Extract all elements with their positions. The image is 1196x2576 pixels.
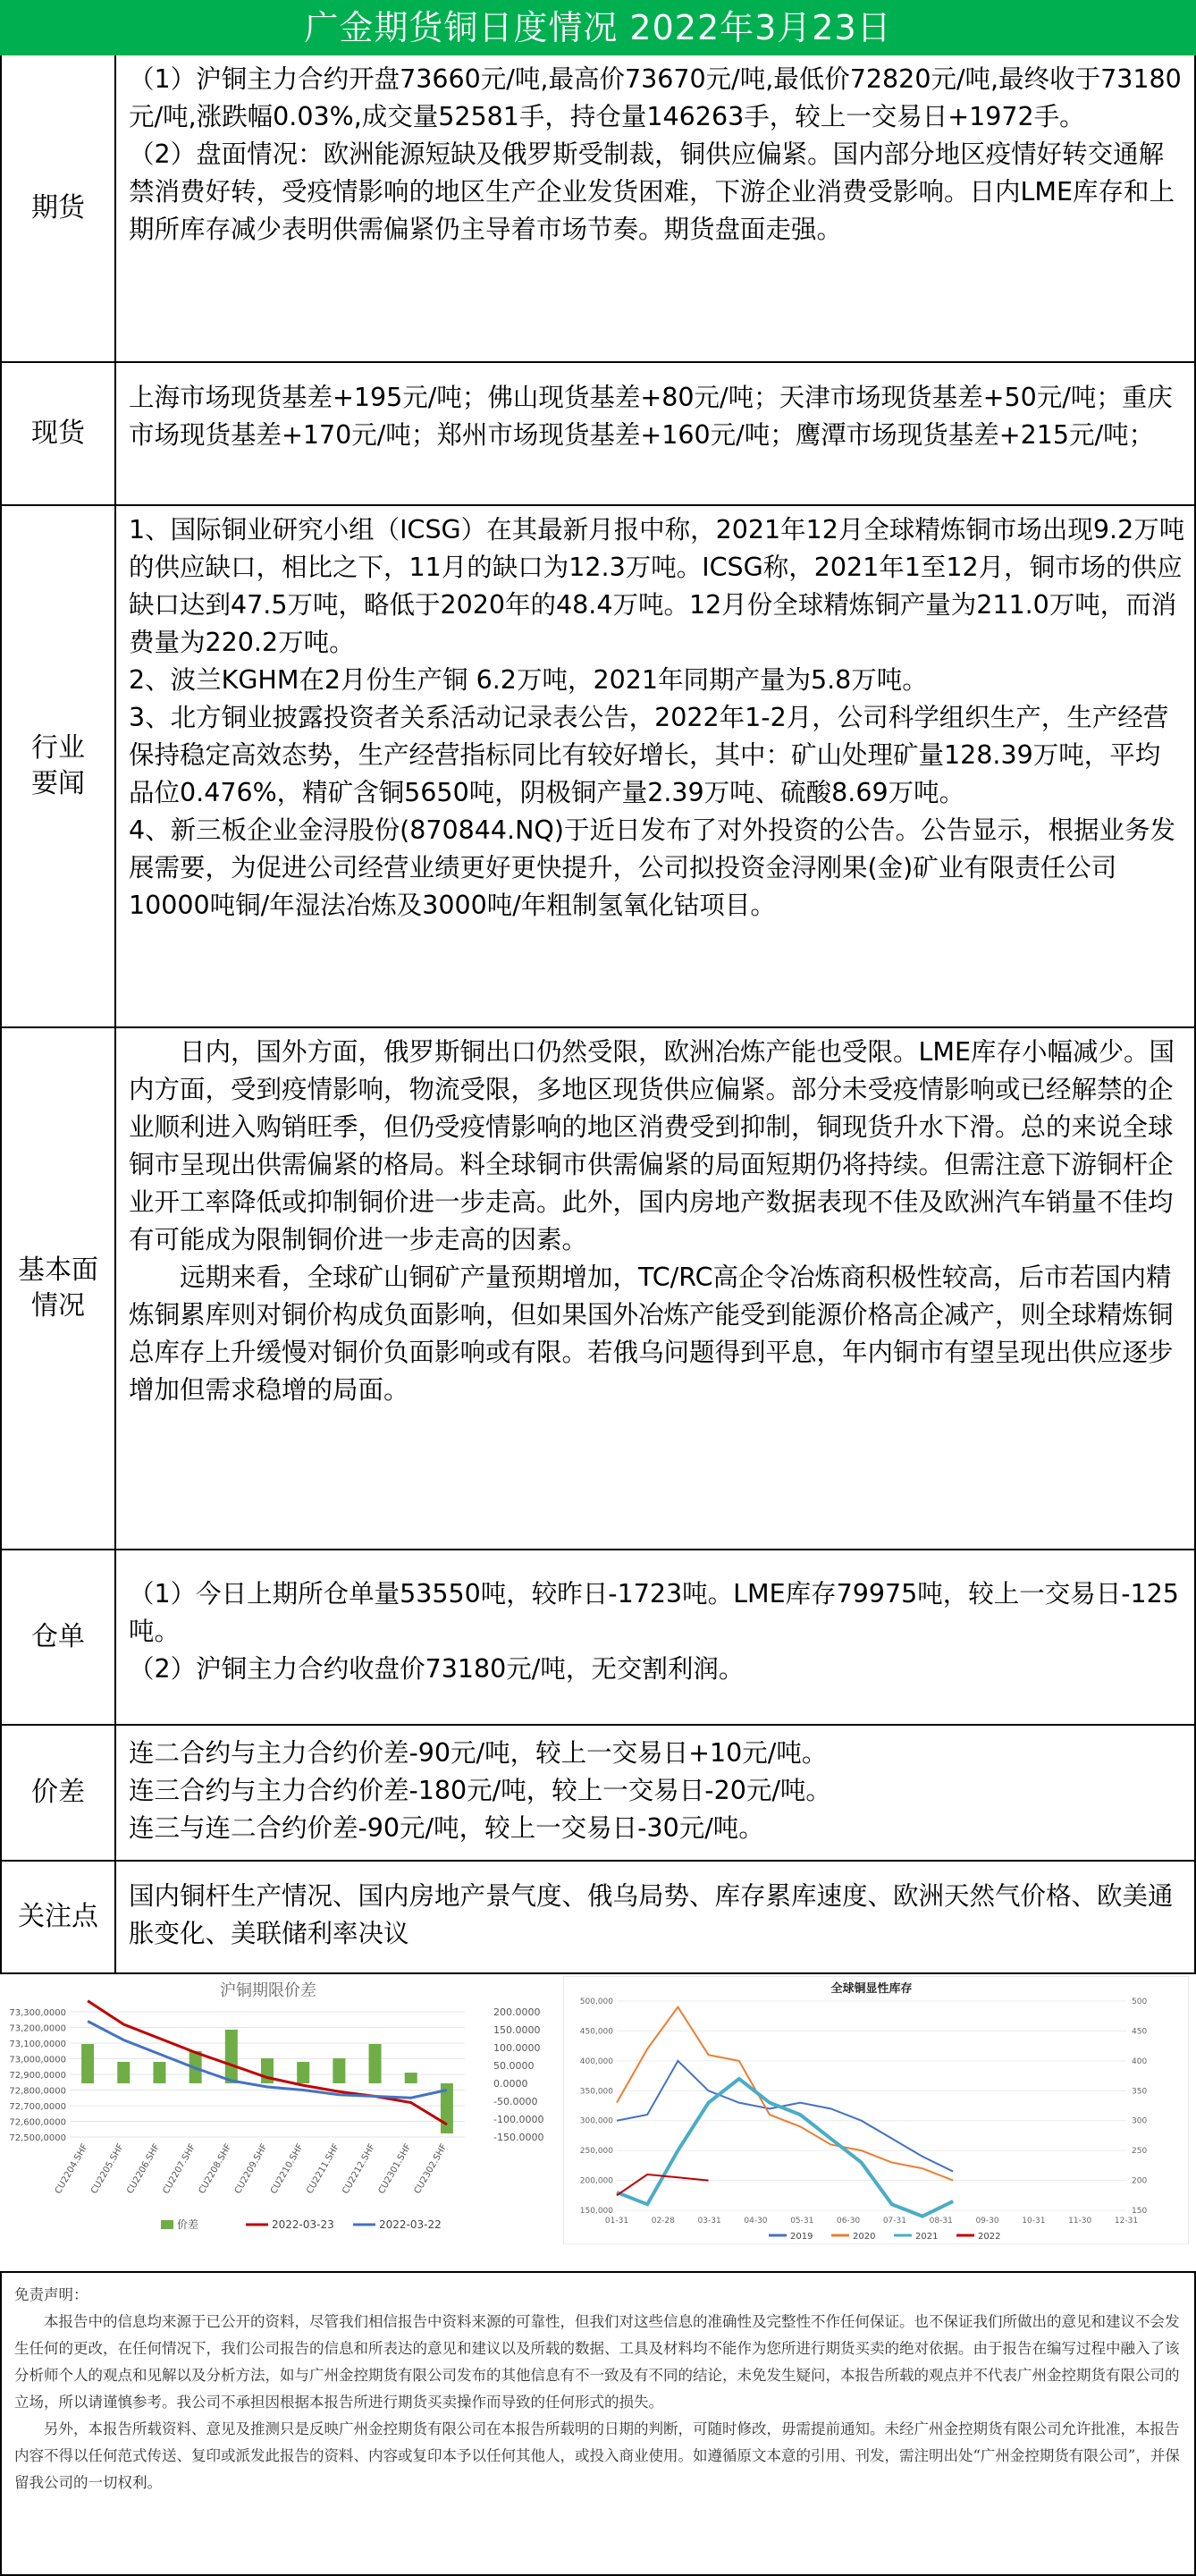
bar [405, 2073, 417, 2083]
term-spread-chart [0, 1976, 554, 2244]
x-tick-label: 02-28 [651, 2217, 675, 2225]
x-tick-label: 05-31 [790, 2217, 814, 2225]
y-right-tick-label: -150.0000 [493, 2132, 544, 2143]
warehouse-delivery: （2）沪铜主力合约收盘价73180元/吨，无交割利润。 [129, 1654, 745, 1684]
x-tick-label: 11-30 [1068, 2217, 1092, 2225]
y-left-tick-label: 73,200,0000 [9, 2023, 66, 2034]
row-label: 关注点 [2, 1862, 116, 1972]
legend-label: 价差 [177, 2218, 199, 2231]
bar [369, 2044, 382, 2083]
x-tick-label: 04-30 [744, 2217, 768, 2225]
news-item: 2、波兰KGHM在2月份生产铜 6.2万吨，2021年同期产量为5.8万吨。 [129, 665, 928, 695]
row-focus [2, 1862, 1196, 1974]
x-tick-label: 06-30 [837, 2217, 861, 2225]
y-left-tick-label: 500,000 [579, 1997, 613, 2006]
news-item: 1、国际铜业研究小组（ICSG）在其最新月报中称，2021年12月全球精炼铜市场出现9.2万吨的供应缺口，相比之下，11月的缺口为12.3万吨。ICSG称，2021年1至12月，铜市场的供应缺口达到47.5万吨，略低于2020年的48.4万吨。12月份全球精炼铜产量为211.0万吨，而消费量为220.2万吨。 [129, 515, 1185, 657]
row-spread [2, 1726, 1196, 1862]
x-tick-label: 07-31 [882, 2217, 906, 2225]
x-tick-label: CU2212.SHF [341, 2142, 378, 2196]
y-left-tick-label: 250,000 [579, 2147, 613, 2157]
row-content [116, 1028, 1196, 1549]
row-warehouse [2, 1550, 1196, 1726]
row-futures [2, 55, 1196, 363]
disclaimer-title: 免责声明： [14, 2286, 88, 2303]
y-left-tick-label: 72,900,0000 [9, 2071, 66, 2081]
y-right-tick-label: 400 [1132, 2057, 1148, 2066]
report-table [0, 55, 1196, 1974]
y-right-tick-label: 200.0000 [493, 2006, 541, 2018]
spread-line: 连三合约与主力合约价差-180元/吨，较上一交易日-20元/吨。 [129, 1776, 831, 1805]
fundamentals-near-term: 日内，国外方面，俄罗斯铜出口仍然受限，欧洲冶炼产能也受限。LME库存小幅减少。国内方面，受到疫情影响，物流受限，多地区现货供应偏紧。部分未受疫情影响或已经解禁的企业顺利进入购销旺季，但仍受疫情影响的地区消费受到抑制，铜现货升水下滑。总的来说全球铜市呈现出供需偏紧的格局。料全球铜市供需偏紧的局面短期仍将持续。但需注意下游铜杆企业开工率降低或抑制铜价进一步走高。此外，国内房地产数据表现不佳及欧洲汽车销量不佳均有可能成为限制铜价进一步走高的因素。 [129, 1037, 1175, 1254]
spot-basis: 上海市场现货基差+195元/吨；佛山现货基差+80元/吨；天津市场现货基差+50元/吨；重庆市场现货基差+170元/吨；郑州市场现货基差+160元/吨；鹰潭市场现货基差+215元/吨； [129, 383, 1173, 450]
disclaimer [0, 2271, 1196, 2576]
x-tick-label: CU2208.SHF [197, 2142, 234, 2196]
row-label: 仓单 [2, 1550, 116, 1724]
fundamentals-long-term: 远期来看，全球矿山铜矿产量预期增加，TC/RC高企令冶炼商积极性较高，后市若国内精炼铜累库则对铜价构成负面影响，但如果国外冶炼产能受到能源价格高企减产，则全球精炼铜总库存上升缓慢对铜价负面影响或有限。若俄乌问题得到平息，年内铜市有望呈现出供应逐步增加但需求稳增的局面。 [129, 1263, 1174, 1405]
page-title: 广金期货铜日度情况 2022年3月23日 [0, 0, 1196, 55]
x-tick-label: CU2205.SHF [89, 2142, 126, 2196]
chart-title: 沪铜期限价差 [220, 1981, 316, 2000]
y-right-tick-label: -50.0000 [493, 2096, 538, 2107]
y-left-tick-label: 150,000 [579, 2207, 613, 2216]
bar [153, 2062, 165, 2083]
spread-line: 连二合约与主力合约价差-90元/吨，较上一交易日+10元/吨。 [129, 1738, 828, 1768]
legend-label: 2019 [790, 2232, 813, 2242]
news-item: 3、北方铜业披露投资者关系活动记录表公告，2022年1-2月，公司科学组织生产，生产经营保持稳定高效态势，生产经营指标同比有较好增长，其中：矿山处理矿量128.39万吨，平均品位0.476%，精矿含铜5650吨，阴极铜产量2.39万吨、硫酸8.69万吨。 [129, 703, 1169, 807]
y-right-tick-label: 450 [1132, 2027, 1148, 2037]
x-tick-label: CU2211.SHF [305, 2142, 341, 2196]
y-right-tick-label: 150.0000 [493, 2024, 541, 2036]
y-right-tick-label: 250 [1132, 2147, 1148, 2157]
disclaimer-paragraph: 另外，本报告所载资料、意见及推测只是反映广州金控期货有限公司在本报告所载明的日期的判断，可随时修改，毋需提前通知。未经广州金控期货有限公司允许批准，本报告内容不得以任何范式传送、复印或派发此报告的资料、内容或复印本予以任何其他人，或投入商业使用。如遵循原文本意的引用、刊发，需注明出处“广州金控期货有限公司”，并保留我公司的一切权利。 [14, 2420, 1180, 2491]
y-left-tick-label: 73,300,0000 [9, 2008, 66, 2018]
row-content [116, 1726, 1196, 1860]
x-tick-label: CU2210.SHF [268, 2142, 306, 2196]
row-label [2, 1028, 116, 1549]
y-right-tick-label: 300 [1132, 2116, 1148, 2126]
y-left-tick-label: 72,700,0000 [9, 2102, 66, 2112]
bar [81, 2044, 94, 2083]
legend-label: 2020 [853, 2232, 876, 2242]
focus-text: 国内铜杆生产情况、国内房地产景气度、俄乌局势、库存累库速度、欧洲天然气价格、欧美通胀变化、美联储利率决议 [129, 1881, 1174, 1948]
row-fundamentals [2, 1028, 1196, 1550]
row-label [2, 506, 116, 1026]
y-left-tick-label: 350,000 [579, 2087, 613, 2097]
x-tick-label: 09-30 [975, 2217, 999, 2225]
row-news [2, 506, 1196, 1028]
row-content [116, 55, 1196, 361]
x-tick-label: CU2207.SHF [161, 2142, 198, 2196]
bar [225, 2030, 238, 2083]
row-content [116, 506, 1196, 1026]
y-left-tick-label: 200,000 [579, 2176, 613, 2186]
futures-analysis: （2）盘面情况：欧洲能源短缺及俄罗斯受制裁，铜供应偏紧。国内部分地区疫情好转交通解禁消费好转，受疫情影响的地区生产企业发货困难，下游企业消费受影响。日内LME库存和上期所库存减少表明供需偏紧仍主导着市场节奏。期货盘面走强。 [129, 139, 1175, 244]
x-tick-label: 10-31 [1022, 2217, 1046, 2225]
global-inventory-chart [563, 1976, 1189, 2244]
y-left-tick-label: 450,000 [579, 2027, 613, 2037]
row-spot [2, 363, 1196, 506]
row-content [116, 1550, 1196, 1724]
x-tick-label: CU2204.SHF [53, 2142, 90, 2196]
row-label: 价差 [2, 1726, 116, 1860]
bar [333, 2058, 345, 2083]
y-left-tick-label: 72,800,0000 [9, 2086, 66, 2097]
chart-frame [563, 1976, 1189, 2244]
disclaimer-paragraph: 本报告中的信息均来源于已公开的资料，尽管我们相信报告中资料来源的可靠性，但我们对这些信息的准确性及完整性不作任何保证。也不保证我们所做出的意见和建议不会发生任何的更改，在任何情况下，我们公司报告的信息和所表达的意见和建议以及所载的数据、工具及材料均不能作为您所进行期货买卖的绝对依据。由于报告在编写过程中融入了该分析师个人的观点和见解以及分析方法，如与广州金控期货有限公司发布的其他信息有不一致及有不同的结论，未免发生疑问，本报告所载的观点并不代表广州金控期货有限公司的立场，所以请谨慎参考。我公司不承担因根据本报告所进行期货买卖操作而导致的任何形式的损失。 [14, 2313, 1180, 2411]
y-left-tick-label: 400,000 [579, 2057, 613, 2066]
bar [297, 2062, 309, 2083]
y-right-tick-label: 0.0000 [493, 2078, 528, 2090]
y-right-tick-label: 350 [1132, 2087, 1148, 2097]
y-right-tick-label: -100.0000 [493, 2114, 544, 2125]
y-left-tick-label: 73,000,0000 [9, 2055, 66, 2065]
legend-label: 2022 [978, 2232, 1001, 2242]
row-label: 期货 [2, 55, 116, 361]
legend-label: 2021 [915, 2232, 939, 2242]
x-tick-label: 08-31 [929, 2217, 953, 2225]
spread-line: 连三与连二合约价差-90元/吨，较上一交易日-30元/吨。 [129, 1813, 764, 1843]
legend-label: 2022-03-22 [379, 2218, 442, 2231]
y-left-tick-label: 72,600,0000 [9, 2117, 66, 2128]
y-left-tick-label: 73,100,0000 [9, 2040, 66, 2049]
y-right-tick-label: 200 [1132, 2176, 1148, 2186]
legend-label: 2022-03-23 [272, 2218, 334, 2231]
y-left-tick-label: 300,000 [579, 2116, 613, 2126]
x-tick-label: CU2206.SHF [125, 2142, 163, 2196]
y-right-tick-label: 500 [1132, 1997, 1148, 2006]
x-tick-label: CU2209.SHF [232, 2142, 270, 2196]
charts-area [0, 1976, 1196, 2244]
x-tick-label: 01-31 [604, 2217, 629, 2225]
row-content [116, 1862, 1196, 1972]
news-item: 4、新三板企业金浔股份(870844.NQ)于近日发布了对外投资的公告。公告显示，根据业务发展需要，为促进公司经营业绩更好更快提升，公司拟投资金浔刚果(金)矿业有限责任公司10000吨铜/年湿法冶炼及3000吨/年粗制氢氧化钴项目。 [129, 815, 1175, 920]
chart-title: 全球铜显性库存 [830, 1982, 913, 1996]
futures-summary: （1）沪铜主力合约开盘73660元/吨,最高价73670元/吨,最低价72820元/吨,最终收于73180元/吨,涨跌幅0.03%,成交量52581手，持仓量146263手，较上一交易日+1972手。 [129, 64, 1182, 131]
y-right-tick-label: 100.0000 [493, 2042, 541, 2054]
y-left-tick-label: 72,500,0000 [9, 2133, 66, 2143]
x-tick-label: 12-31 [1114, 2217, 1139, 2225]
x-tick-label: 03-31 [697, 2217, 721, 2225]
row-label: 现货 [2, 363, 116, 504]
row-label-text: 基本面情况 [18, 1254, 98, 1322]
bar [117, 2062, 130, 2083]
x-tick-label: CU2302.SHF [412, 2142, 450, 2196]
x-tick-label: CU2301.SHF [376, 2142, 414, 2196]
warehouse-receipts: （1）今日上期所仓单量53550吨，较昨日-1723吨。LME库存79975吨，较上一交易日-125吨。 [129, 1579, 1179, 1646]
row-label-text: 行业要闻 [31, 731, 85, 799]
row-content [116, 363, 1196, 504]
legend-swatch [161, 2220, 173, 2229]
y-right-tick-label: 50.0000 [493, 2060, 535, 2072]
y-right-tick-label: 150 [1132, 2207, 1148, 2216]
